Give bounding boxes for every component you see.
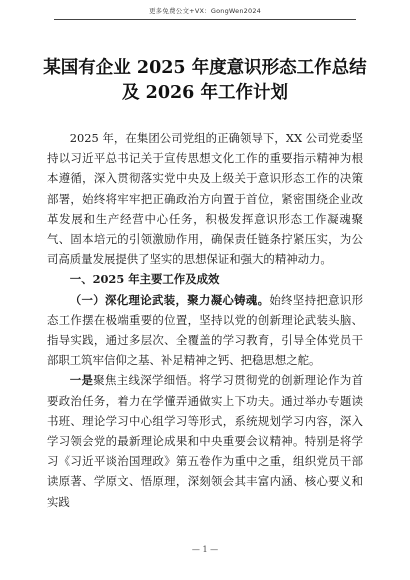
header-note: 更多免费公文+VX：GongWen2024 <box>148 7 261 15</box>
page-number: — 1 — <box>191 545 219 554</box>
point-paragraph <box>47 370 363 511</box>
subsection-text: 始终坚持把意识形态工作摆在极端重要的位置，坚持以党的创新理论武装头脑、指导实践，通过多层次、全覆盖的学习教育，引导全体党员干部职工筑牢信仰之基、补足精神之钙、把稳思想之舵。 <box>47 292 363 368</box>
document-body <box>47 128 363 512</box>
section-heading: 一、2025 年主要工作及成效 <box>69 272 220 287</box>
subsection-heading: （一）深化理论武装，聚力凝心铸魂。 <box>69 292 270 307</box>
document-title <box>0 56 410 106</box>
title-line-1: 某国有企业 2025 年度意识形态工作总结 <box>43 58 367 78</box>
intro-paragraph: 2025 年，在集团公司党组的正确领导下，XX 公司党委坚持以习近平总书记关于宣传思想文化工作的重要指示精神为根本遵循，深入贯彻落实党中央及上级关于意识形态工作的决策部署，始终将牢牢把正确政治方向置于首位，紧密围绕企业改革发展和生产经营中心任务，积极发挥意识形态工作凝魂聚气、固本培元的引领激励作用，确保责任链条拧紧压实，为公司高质量发展提供了坚实的思想保证和强大的精神动力。 <box>47 131 363 267</box>
header-divider <box>54 19 356 20</box>
title-line-2: 及 2026 年工作计划 <box>122 83 288 103</box>
point-lead: 一是 <box>69 373 94 388</box>
subsection-paragraph <box>47 290 363 371</box>
point-text: 聚焦主线深学细悟。将学习贯彻党的创新理论作为首要政治任务，着力在学懂弄通做实上下功夫。通过举办专题读书班、理论学习中心组学习等形式，系统规划学习内容，深入学习领会党的最新理论成果和中央重要会议精神。特别是将学习《习近平谈治国理政》第五卷作为重中之重，组织党员干部读原著、学原文、悟原理，深刻领会其丰富内涵、核心要义和实践 <box>47 373 363 509</box>
